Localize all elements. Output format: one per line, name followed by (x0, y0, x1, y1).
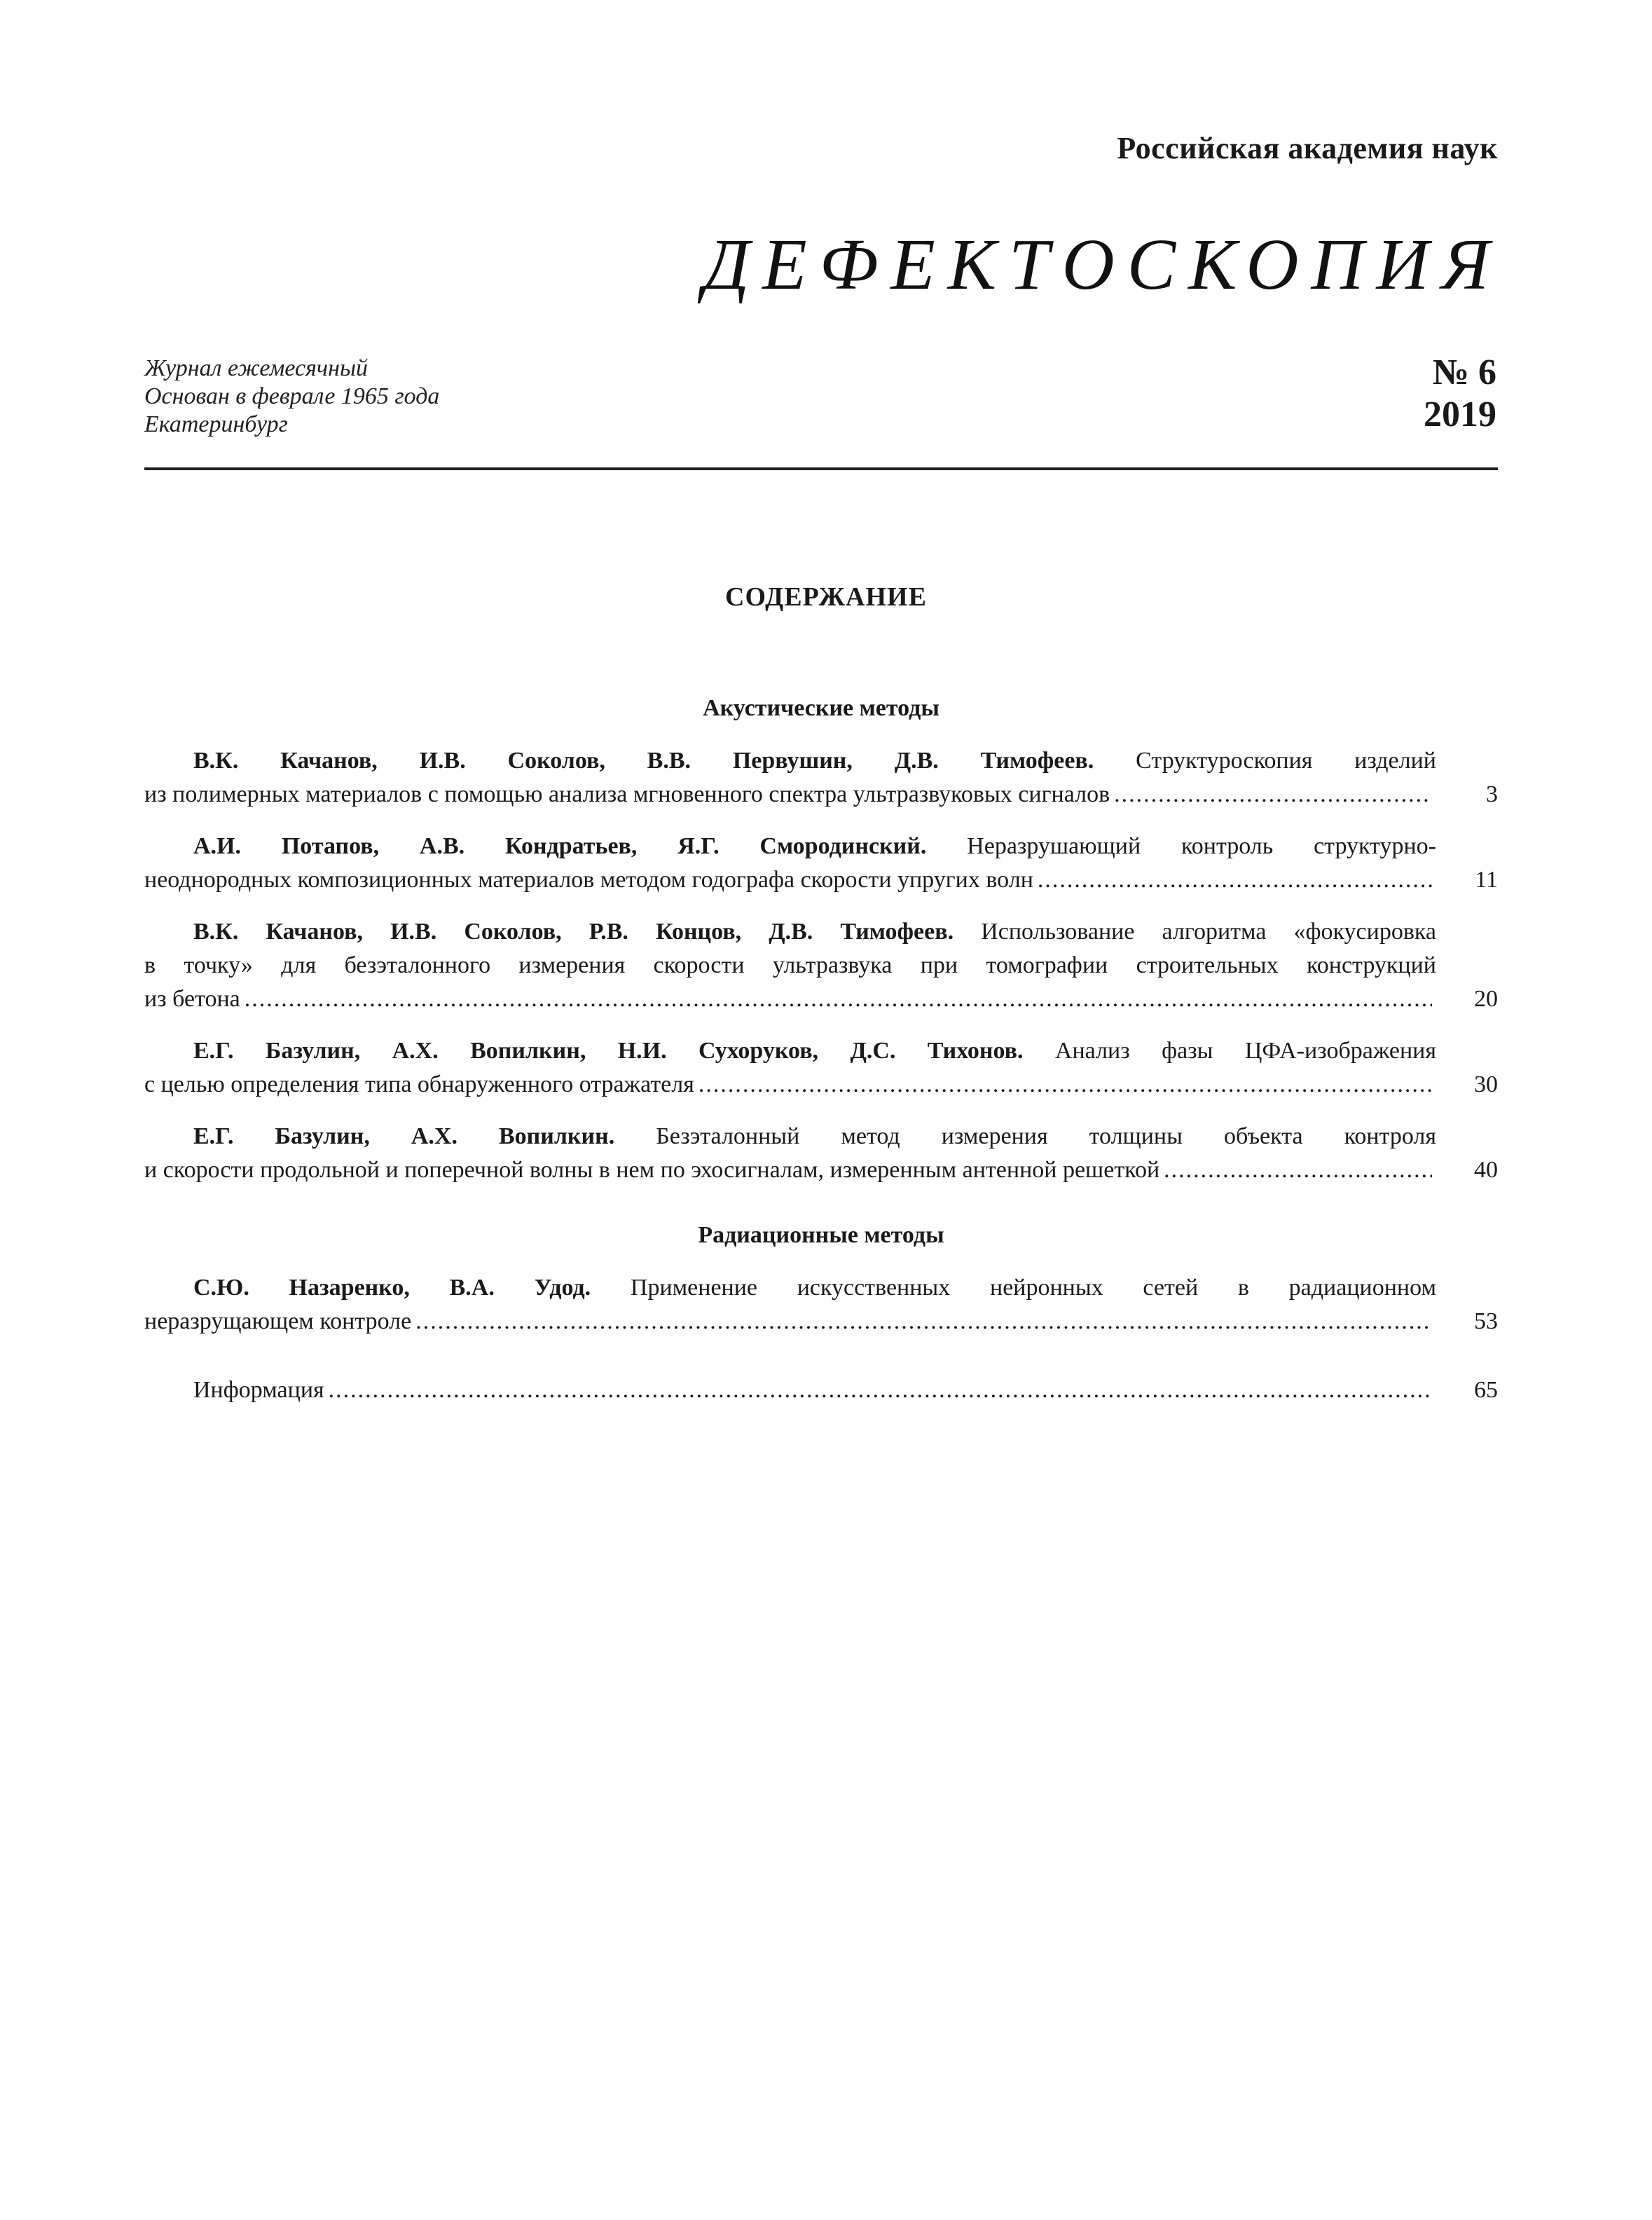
meta-founded: Основан в феврале 1965 года (144, 383, 440, 409)
entry-line (144, 915, 1436, 949)
entry-line (144, 1153, 1436, 1187)
entry-line (144, 1120, 1436, 1153)
entry-page-number: 65 (1474, 1377, 1498, 1403)
entry-line (144, 1034, 1436, 1068)
section-title-radiation: Радиационные методы (698, 1222, 944, 1248)
entry-line (144, 863, 1436, 897)
entry-title-start: Применение искусственных нейронных сетей в радиационном (591, 1275, 1436, 1301)
academy-name: Российская академия наук (1117, 131, 1498, 165)
dot-leader (1164, 1153, 1432, 1187)
toc-entry[interactable] (144, 744, 1498, 811)
entry-authors: С.Ю. Назаренко, В.А. Удод. (193, 1275, 591, 1301)
issue-number: № 6 (1432, 352, 1496, 392)
entry-page-number: 11 (1475, 867, 1498, 893)
section-title-acoustic: Акустические методы (703, 695, 939, 721)
table-of-contents (144, 694, 1498, 1425)
entry-authors: А.И. Потапов, А.В. Кондратьев, Я.Г. Смородинский. (193, 833, 927, 859)
dot-leader (698, 1068, 1432, 1102)
entry-line (144, 744, 1436, 778)
entry-title-end: неоднородных композиционных материалов методом годографа скорости упругих волн (144, 867, 1033, 893)
entry-title-start: Структуроскопия изделий (1094, 748, 1436, 774)
info-label: Информация (193, 1377, 324, 1403)
entry-title-start: Безэталонный метод измерения толщины объекта контроля (614, 1123, 1436, 1149)
header-divider (144, 467, 1498, 470)
issue-info (1424, 352, 1496, 436)
dot-leader (245, 982, 1432, 1016)
entry-title-start: Использование алгоритма «фокусировка (954, 919, 1436, 945)
toc-entry[interactable] (144, 830, 1498, 897)
dot-leader (1038, 863, 1432, 897)
entry-line (144, 1373, 1436, 1407)
entry-page-number: 40 (1474, 1157, 1498, 1183)
entry-title-end: и скорости продольной и поперечной волны в нем по эхосигналам, измеренным антенной решеткой (144, 1157, 1160, 1183)
entry-page-number: 20 (1474, 986, 1498, 1012)
entry-line: в точку» для безэталонного измерения скорости ультразвука при томографии строительных конструкций (144, 952, 1436, 978)
entry-line (144, 830, 1436, 863)
entry-title-start: Неразрушающий контроль структурно- (926, 833, 1436, 859)
entry-line (144, 778, 1436, 811)
meta-frequency: Журнал ежемесячный (144, 355, 368, 381)
entry-authors: В.К. Качанов, И.В. Соколов, Р.В. Концов, Д.В. Тимофеев. (193, 919, 954, 945)
dot-leader (415, 1305, 1432, 1338)
toc-entry[interactable] (144, 1271, 1498, 1338)
entry-title-start: Анализ фазы ЦФА-изображения (1023, 1038, 1436, 1064)
entry-line (144, 1068, 1436, 1102)
toc-entry[interactable] (144, 1034, 1498, 1102)
dot-leader (1114, 778, 1432, 811)
entry-title-end: из бетона (144, 986, 240, 1012)
entry-title-end: из полимерных материалов с помощью анализа мгновенного спектра ультразвуковых сигналов (144, 781, 1110, 807)
entry-line (144, 982, 1436, 1016)
toc-entry-info[interactable] (144, 1373, 1498, 1407)
entry-line (144, 1271, 1436, 1305)
entry-title-end: с целью определения типа обнаруженного отражателя (144, 1071, 694, 1097)
journal-meta (144, 355, 439, 439)
issue-year: 2019 (1424, 395, 1496, 434)
meta-city: Екатеринбург (144, 411, 288, 437)
entry-page-number: 3 (1486, 781, 1498, 807)
contents-heading: СОДЕРЖАНИЕ (725, 582, 927, 612)
entry-page-number: 53 (1474, 1308, 1498, 1334)
entry-title-end: неразрущающем контроле (144, 1308, 412, 1334)
toc-entry[interactable] (144, 1120, 1498, 1187)
dot-leader (329, 1373, 1432, 1407)
entry-authors: Е.Г. Базулин, А.Х. Вопилкин. (193, 1123, 615, 1149)
journal-title: ДЕФЕКТОСКОПИЯ (703, 224, 1502, 305)
toc-entry[interactable] (144, 915, 1498, 1016)
entry-line (144, 1305, 1436, 1338)
entry-authors: Е.Г. Базулин, А.Х. Вопилкин, Н.И. Сухоруков, Д.С. Тихонов. (193, 1038, 1024, 1064)
entry-page-number: 30 (1474, 1071, 1498, 1097)
entry-authors: В.К. Качанов, И.В. Соколов, В.В. Первушин, Д.В. Тимофеев. (193, 748, 1094, 774)
